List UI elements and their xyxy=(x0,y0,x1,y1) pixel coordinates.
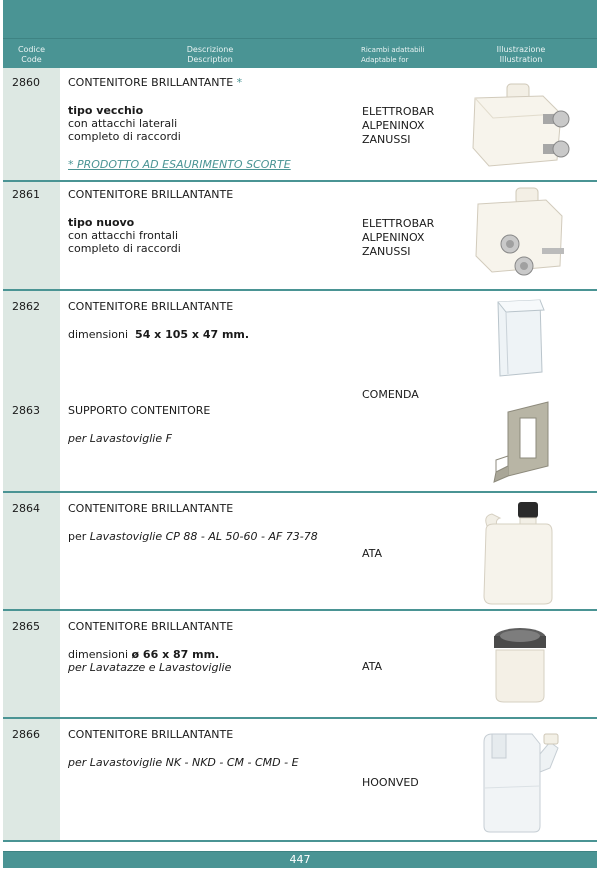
row-separator xyxy=(3,717,597,719)
item-usage: per Lavastoviglie NK - NKD - CM - CMD - E xyxy=(68,756,299,769)
item-title: CONTENITORE BRILLANTANTE xyxy=(68,620,234,633)
container-front-fittings-icon xyxy=(472,186,572,282)
top-bar xyxy=(3,0,597,39)
item-detail: completo di raccordi xyxy=(68,242,181,255)
item-title: CONTENITORE BRILLANTANTE * xyxy=(68,76,243,89)
metal-bracket-icon xyxy=(488,400,554,484)
fits-list: HOONVED xyxy=(362,776,419,789)
item-detail: completo di raccordi xyxy=(68,130,181,143)
col-fits: Ricambi adattabili Adaptable for xyxy=(361,46,425,64)
fits-list: ATA xyxy=(362,547,383,560)
item-code: 2864 xyxy=(12,502,40,515)
asterisk: * xyxy=(236,76,243,89)
row-separator xyxy=(3,289,597,291)
item-dimensions: dimensioni ø 66 x 87 mm. xyxy=(68,648,220,661)
row-separator xyxy=(3,180,597,182)
item-subtitle: tipo vecchio xyxy=(68,104,144,117)
fits-list: ELETTROBAR ALPENINOX ZANUSSI xyxy=(362,105,435,146)
item-code: 2865 xyxy=(12,620,40,633)
item-code: 2866 xyxy=(12,728,40,741)
stock-note-link[interactable]: * PRODOTTO AD ESAURIMENTO SCORTE xyxy=(68,158,291,171)
item-detail: con attacchi laterali xyxy=(68,117,178,130)
item-detail: con attacchi frontali xyxy=(68,229,178,242)
page-number: 447 xyxy=(289,853,311,866)
item-code: 2863 xyxy=(12,404,40,417)
item-title: CONTENITORE BRILLANTANTE xyxy=(68,188,234,201)
row-separator xyxy=(3,491,597,493)
item-usage: per Lavatazze e Lavastoviglie xyxy=(68,661,232,674)
item-code: 2861 xyxy=(12,188,40,201)
item-subtitle: tipo nuovo xyxy=(68,216,135,229)
container-side-fittings-icon xyxy=(465,78,575,170)
fits-list: ATA xyxy=(362,660,383,673)
item-title: SUPPORTO CONTENITORE xyxy=(68,404,211,417)
item-code: 2860 xyxy=(12,76,40,89)
item-title: CONTENITORE BRILLANTANTE xyxy=(68,502,234,515)
item-title: CONTENITORE BRILLANTANTE xyxy=(68,728,234,741)
item-title: CONTENITORE BRILLANTANTE xyxy=(68,300,234,313)
col-code: Codice Code xyxy=(17,45,46,64)
clear-box-icon xyxy=(492,296,550,380)
item-dimensions: dimensioni 54 x 105 x 47 mm. xyxy=(68,328,250,341)
jerrycan-icon xyxy=(478,728,564,836)
code-column xyxy=(3,68,60,841)
row-separator xyxy=(3,609,597,611)
item-usage: per Lavastoviglie CP 88 - AL 50-60 - AF 73-78 xyxy=(68,530,318,543)
row-separator xyxy=(3,840,597,842)
fits-list: COMENDA xyxy=(362,388,419,401)
col-illustration: Illustrazione Illustration xyxy=(496,45,546,64)
bottle-black-cap-icon xyxy=(480,500,558,606)
footer-bar xyxy=(3,851,597,868)
item-usage: per Lavastoviglie F xyxy=(68,432,172,445)
col-description: Descrizione Description xyxy=(186,45,234,64)
jar-grey-lid-icon xyxy=(490,626,550,704)
fits-list: ELETTROBAR ALPENINOX ZANUSSI xyxy=(362,217,435,258)
column-header xyxy=(3,39,597,68)
item-code: 2862 xyxy=(12,300,40,313)
